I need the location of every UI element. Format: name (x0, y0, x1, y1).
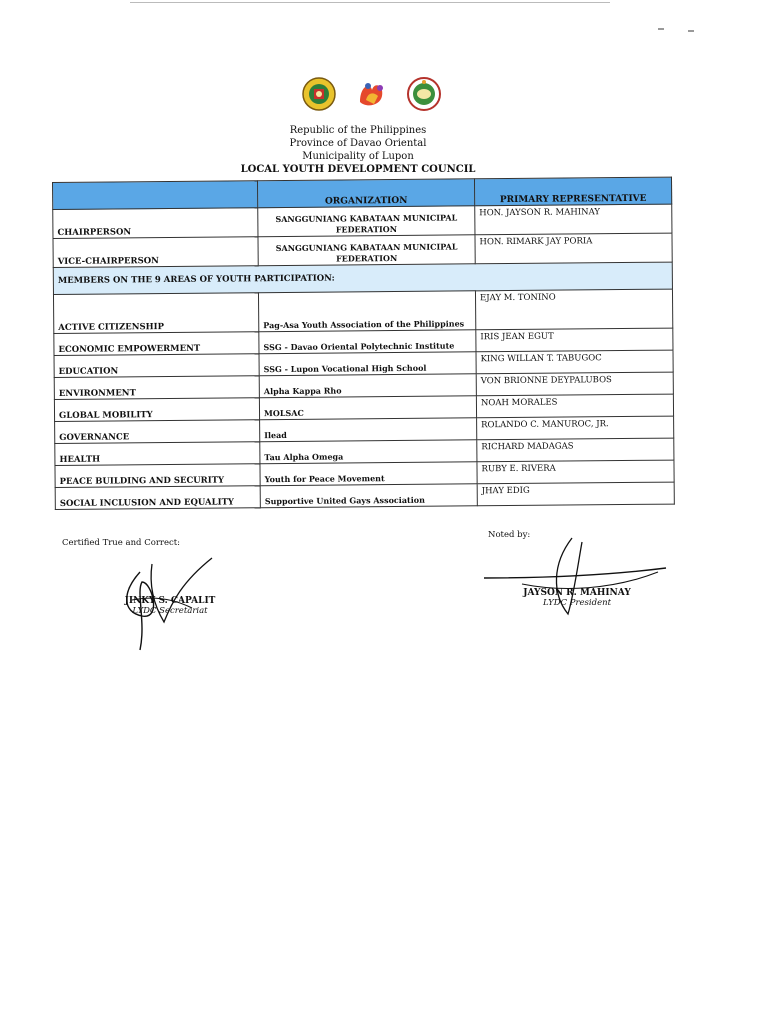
organization-cell (258, 206, 475, 237)
area-cell: GOVERNANCE (55, 420, 260, 444)
document-heading (200, 124, 516, 176)
left-signatory-role: LYDC Secretariat (132, 606, 208, 616)
area-cell: PEACE BUILDING AND SECURITY (55, 464, 260, 488)
area-cell: ACTIVE CITIZENSHIP (53, 293, 258, 334)
position-header (53, 181, 258, 210)
table-row (53, 289, 672, 333)
organization-cell: Youth for Peace Movement (260, 462, 477, 486)
position-cell: VICE-CHAIRPERSON (53, 237, 258, 268)
representative-cell: HON. JAYSON R. MAHINAY (475, 204, 672, 235)
municipality-line: Municipality of Lupon (302, 151, 414, 162)
scan-specks (658, 28, 708, 38)
organization-line: SANGGUNIANG KABATAAN MUNICIPAL (275, 212, 458, 225)
left-signatory (100, 596, 240, 616)
sk-logo-icon (354, 76, 390, 112)
certified-label: Certified True and Correct: (62, 538, 181, 548)
representative-cell: ROLANDO C. MANUROC, JR. (477, 416, 674, 440)
organization-cell: Tau Alpha Omega (260, 440, 477, 464)
municipality-seal-icon (300, 76, 338, 112)
organization-cell: Supportive United Gays Association (260, 484, 477, 508)
right-signatory (512, 588, 642, 608)
organization-cell: Pag-Asa Youth Association of the Philippines (258, 291, 475, 332)
organization-line: FEDERATION (335, 223, 398, 235)
lydc-seal-icon (404, 76, 444, 112)
province-line: Province of Davao Oriental (289, 138, 427, 149)
area-cell: GLOBAL MOBILITY (54, 398, 259, 422)
representative-cell: EJAY M. TONINO (475, 289, 672, 330)
representative-cell: KING WILLAN T. TABUGOC (476, 350, 673, 374)
representative-cell: VON BRIONNE DEYPALUBOS (476, 372, 673, 396)
representative-header: PRIMARY REPRESENTATIVE (474, 177, 671, 206)
council-table-wrap (52, 177, 681, 508)
area-cell: ENVIRONMENT (54, 376, 259, 400)
organization-cell (258, 235, 475, 266)
area-cell: SOCIAL INCLUSION AND EQUALITY (55, 486, 260, 510)
organization-line: FEDERATION (336, 252, 398, 264)
left-signatory-name: JINKY S. CAPALIT (124, 596, 216, 606)
area-cell: HEALTH (55, 442, 260, 466)
organization-cell: SSG - Lupon Vocational High School (259, 352, 476, 376)
members-heading: MEMBERS ON THE 9 AREAS OF YOUTH PARTICIPATION: (53, 262, 672, 294)
representative-cell: RICHARD MADAGAS (477, 438, 674, 462)
position-cell: CHAIRPERSON (53, 208, 258, 239)
republic-line: Republic of the Philippines (289, 125, 427, 136)
area-cell: EDUCATION (54, 354, 259, 378)
noted-label: Noted by: (488, 530, 531, 540)
organization-cell: MOLSAC (259, 396, 476, 420)
organization-cell: SSG - Davao Oriental Polytechnic Institute (259, 330, 476, 354)
representative-cell: HON. RIMARK JAY PORIA (475, 233, 672, 264)
right-signatory-name: JAYSON R. MAHINAY (523, 588, 631, 598)
council-title: LOCAL YOUTH DEVELOPMENT COUNCIL (240, 164, 476, 175)
representative-cell: IRIS JEAN EGUT (476, 328, 673, 352)
representative-cell: NOAH MORALES (476, 394, 673, 418)
representative-cell: RUBY E. RIVERA (477, 460, 674, 484)
seal-row (298, 76, 448, 112)
organization-header: ORGANIZATION (257, 179, 474, 208)
organization-cell: Alpha Kappa Rho (259, 374, 476, 398)
organization-cell: Ilead (260, 418, 477, 442)
organization-line: SANGGUNIANG KABATAAN MUNICIPAL (275, 241, 458, 254)
right-signatory-role: LYDC President (543, 598, 611, 608)
representative-cell: JHAY EDIG (477, 482, 674, 506)
area-cell: ECONOMIC EMPOWERMENT (54, 332, 259, 356)
right-signature-icon (482, 534, 672, 624)
table-row (55, 482, 674, 509)
council-table (52, 177, 675, 510)
scan-edge-line (130, 2, 610, 3)
